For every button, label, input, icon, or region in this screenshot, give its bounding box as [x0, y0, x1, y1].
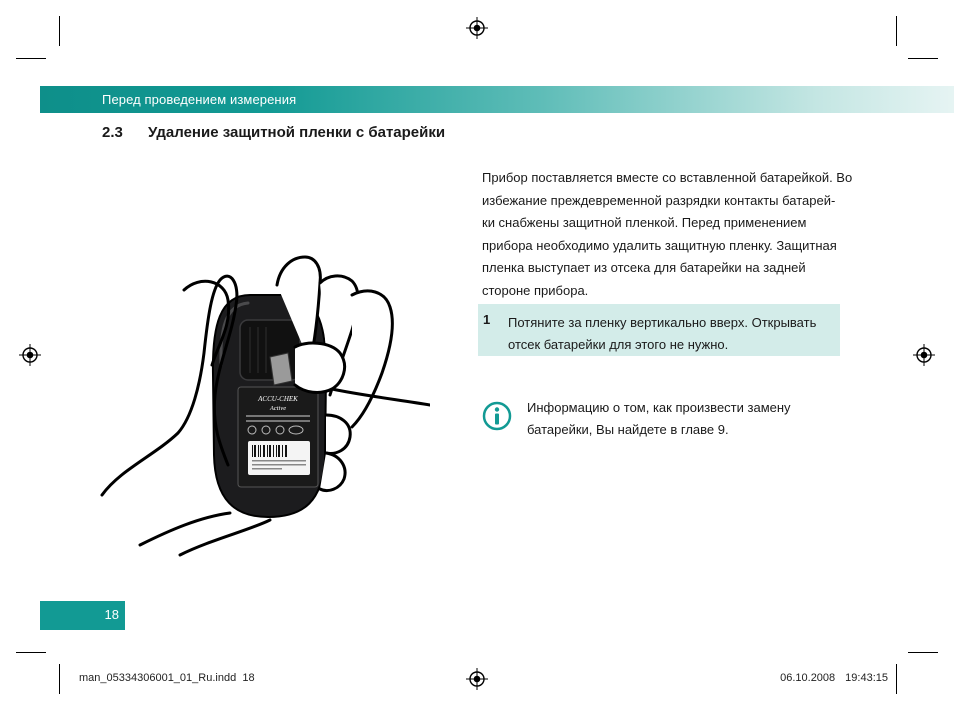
slug-filename: man_05334306001_01_Ru.indd: [79, 672, 237, 684]
step-text: [508, 312, 816, 356]
section-number: 2.3: [102, 124, 123, 141]
crop-mark: [16, 652, 46, 653]
info-line: Информацию о том, как произвести замену: [527, 400, 791, 415]
registration-mark-icon: [19, 344, 41, 366]
crop-mark: [16, 58, 46, 59]
body-line: пленка выступает из отсека для батарейки на задней: [482, 260, 806, 275]
info-icon: [482, 401, 512, 431]
body-paragraph: [482, 167, 853, 302]
crop-mark: [896, 664, 897, 694]
hand-holding-meter-illustration: [100, 255, 430, 560]
body-line: ки снабжены защитной пленкой. Перед применением: [482, 215, 807, 230]
info-line: батарейки, Вы найдете в главе 9.: [527, 422, 729, 437]
print-slug-datetime: [780, 672, 888, 684]
registration-mark-icon: [913, 344, 935, 366]
registration-mark-icon: [466, 17, 488, 39]
body-line: Прибор поставляется вместе со вставленной батарейкой. Во: [482, 170, 853, 185]
crop-mark: [59, 16, 60, 46]
device-brand-label: ACCU-CHEK: [258, 395, 298, 403]
step-line: Потяните за пленку вертикально вверх. Открывать: [508, 315, 817, 330]
slug-time: 19:43:15: [845, 672, 888, 684]
crop-mark: [896, 16, 897, 46]
step-number: 1: [483, 312, 491, 327]
crop-mark: [908, 652, 938, 653]
info-note: [527, 397, 791, 441]
body-line: избежание преждевременной разрядки контакты батарей-: [482, 192, 836, 208]
crop-mark: [59, 664, 60, 694]
body-line: стороне прибора.: [482, 282, 589, 298]
slug-date: 06.10.2008: [780, 672, 836, 684]
crop-mark: [908, 58, 938, 59]
page-number: 18: [104, 607, 119, 622]
page-number-tab: [40, 601, 125, 630]
section-title-text: Удаление защитной пленки с батарейки: [148, 124, 446, 141]
slug-page: 18: [242, 672, 255, 684]
instruction-step-box: [478, 304, 840, 356]
section-header-band: [40, 86, 954, 113]
section-title: [102, 124, 445, 141]
registration-mark-icon: [466, 668, 488, 690]
step-line: отсек батарейки для этого не нужно.: [508, 337, 729, 352]
device-model-label: Active: [269, 405, 287, 412]
body-line: прибора необходимо удалить защитную пленку. Защитная: [482, 237, 837, 253]
print-slug-file: [79, 672, 255, 684]
section-header-label: Перед проведением измерения: [102, 92, 297, 107]
